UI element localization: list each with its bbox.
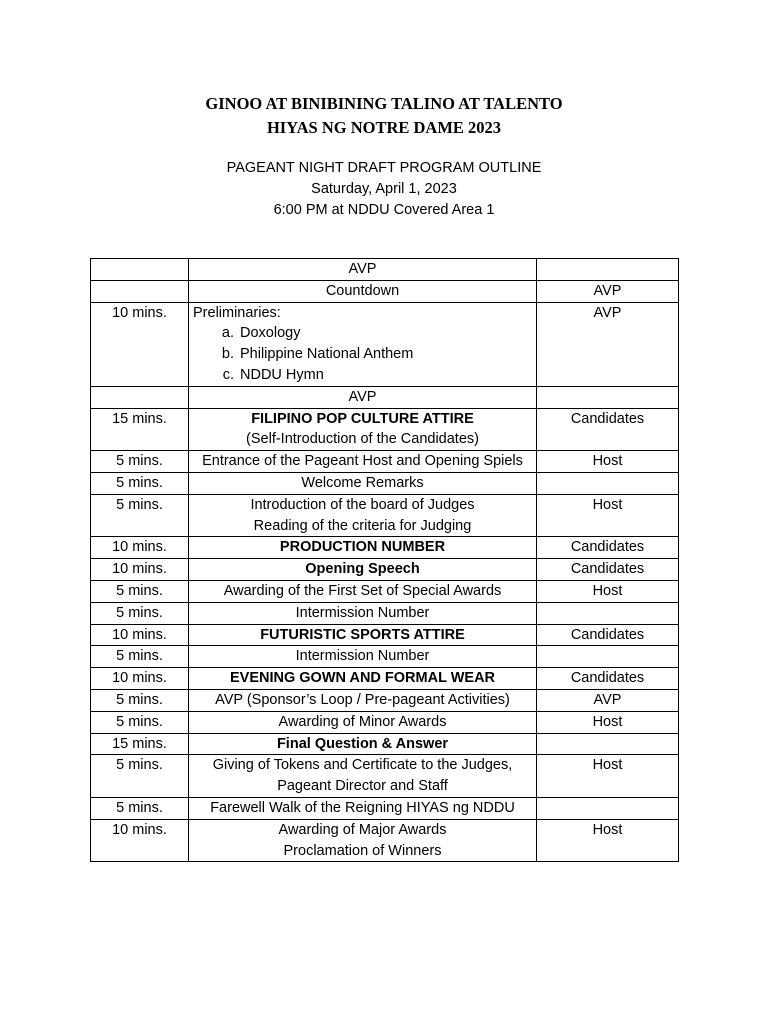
responsible-cell: Candidates [537, 537, 679, 559]
responsible-cell: Host [537, 755, 679, 798]
time-cell: 5 mins. [91, 646, 189, 668]
responsible-cell [537, 386, 679, 408]
time-cell: 5 mins. [91, 711, 189, 733]
responsible-cell: AVP [537, 689, 679, 711]
segment-note: (Self-Introduction of the Candidates) [246, 431, 479, 448]
program-table [90, 258, 679, 862]
table-row [91, 559, 679, 581]
table-row [91, 580, 679, 602]
responsible-cell: Host [537, 711, 679, 733]
table-row [91, 408, 679, 451]
activity-cell: Farewell Walk of the Reigning HIYAS ng NDDU [189, 797, 537, 819]
list-item: c. NDDU Hymn [238, 365, 532, 386]
activity-cell: FUTURISTIC SPORTS ATTIRE [189, 624, 537, 646]
responsible-cell [537, 259, 679, 281]
responsible-cell: AVP [537, 302, 679, 386]
activity-cell [189, 819, 537, 862]
responsible-cell: Host [537, 451, 679, 473]
responsible-cell [537, 602, 679, 624]
table-row [91, 537, 679, 559]
preliminaries-list [193, 323, 532, 385]
responsible-cell [537, 797, 679, 819]
time-cell: 10 mins. [91, 302, 189, 386]
responsible-cell: Candidates [537, 624, 679, 646]
table-row [91, 689, 679, 711]
time-cell: 10 mins. [91, 668, 189, 690]
activity-cell: Welcome Remarks [189, 472, 537, 494]
responsible-cell [537, 733, 679, 755]
table-row [91, 280, 679, 302]
time-cell [91, 386, 189, 408]
activity-line: Proclamation of Winners [283, 842, 442, 859]
activity-line: Introduction of the board of Judges [250, 496, 475, 513]
table-row [91, 472, 679, 494]
activity-cell: AVP [189, 259, 537, 281]
table-row [91, 302, 679, 386]
activity-cell: Countdown [189, 280, 537, 302]
time-cell: 15 mins. [91, 733, 189, 755]
table-row [91, 711, 679, 733]
activity-cell: EVENING GOWN AND FORMAL WEAR [189, 668, 537, 690]
activity-line: Giving of Tokens and Certificate to the Judges, [212, 757, 513, 774]
activity-cell: PRODUCTION NUMBER [189, 537, 537, 559]
time-cell: 5 mins. [91, 451, 189, 473]
table-row [91, 386, 679, 408]
document-subtitle: PAGEANT NIGHT DRAFT PROGRAM OUTLINE [226, 160, 542, 176]
event-date: Saturday, April 1, 2023 [311, 181, 457, 197]
preliminaries-label: Preliminaries: [193, 304, 281, 321]
activity-cell: Intermission Number [189, 602, 537, 624]
activity-cell [189, 755, 537, 798]
table-row [91, 797, 679, 819]
table-row [91, 819, 679, 862]
time-cell: 10 mins. [91, 537, 189, 559]
responsible-cell: Candidates [537, 559, 679, 581]
table-row [91, 494, 679, 537]
time-cell: 10 mins. [91, 624, 189, 646]
time-cell: 5 mins. [91, 797, 189, 819]
list-item: b. Philippine National Anthem [238, 344, 532, 365]
responsible-cell [537, 646, 679, 668]
activity-cell: Final Question & Answer [189, 733, 537, 755]
activity-cell: AVP (Sponsor’s Loop / Pre-pageant Activities) [189, 689, 537, 711]
table-row [91, 624, 679, 646]
time-cell: 5 mins. [91, 580, 189, 602]
time-cell [91, 259, 189, 281]
activity-cell: Awarding of the First Set of Special Awards [189, 580, 537, 602]
responsible-cell: AVP [537, 280, 679, 302]
table-row [91, 602, 679, 624]
table-row [91, 668, 679, 690]
activity-line: Reading of the criteria for Judging [253, 517, 472, 534]
responsible-cell: Host [537, 819, 679, 862]
activity-cell: Opening Speech [189, 559, 537, 581]
table-row [91, 755, 679, 798]
activity-cell [189, 302, 537, 386]
table-row [91, 733, 679, 755]
time-cell [91, 280, 189, 302]
table-row [91, 259, 679, 281]
activity-cell [189, 494, 537, 537]
table-row [91, 646, 679, 668]
activity-line: Pageant Director and Staff [277, 778, 448, 795]
event-venue: 6:00 PM at NDDU Covered Area 1 [273, 202, 495, 218]
activity-cell: Intermission Number [189, 646, 537, 668]
responsible-cell: Candidates [537, 408, 679, 451]
responsible-cell: Host [537, 580, 679, 602]
time-cell: 5 mins. [91, 494, 189, 537]
table-row [91, 451, 679, 473]
time-cell: 10 mins. [91, 819, 189, 862]
list-item: a. Doxology [238, 323, 532, 344]
activity-cell [189, 408, 537, 451]
activity-cell: AVP [189, 386, 537, 408]
document-title-line2: HIYAS NG NOTRE DAME 2023 [266, 118, 502, 137]
time-cell: 15 mins. [91, 408, 189, 451]
responsible-cell: Candidates [537, 668, 679, 690]
activity-cell: Awarding of Minor Awards [189, 711, 537, 733]
time-cell: 5 mins. [91, 755, 189, 798]
time-cell: 5 mins. [91, 689, 189, 711]
time-cell: 5 mins. [91, 602, 189, 624]
responsible-cell: Host [537, 494, 679, 537]
document-title-line1: GINOO AT BINIBINING TALINO AT TALENTO [205, 94, 563, 113]
time-cell: 10 mins. [91, 559, 189, 581]
activity-line: Awarding of Major Awards [278, 821, 447, 838]
segment-title: FILIPINO POP CULTURE ATTIRE [251, 410, 474, 427]
time-cell: 5 mins. [91, 472, 189, 494]
responsible-cell [537, 472, 679, 494]
activity-cell: Entrance of the Pageant Host and Opening Spiels [189, 451, 537, 473]
